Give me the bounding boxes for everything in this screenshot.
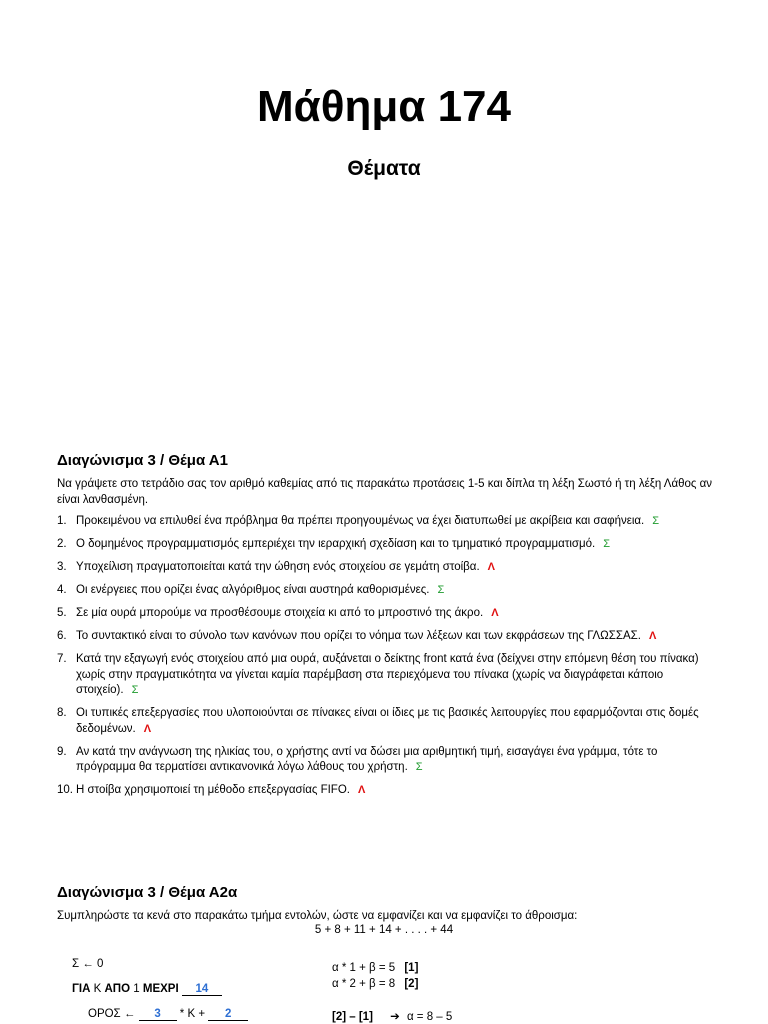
list-item-number: 8. bbox=[57, 707, 67, 719]
list-item-number: 1. bbox=[57, 515, 67, 527]
list-item bbox=[57, 514, 717, 530]
list-item-text bbox=[76, 652, 717, 699]
keyword-gia: ΓΙΑ bbox=[72, 983, 91, 995]
list-item-text bbox=[76, 560, 717, 576]
list-item bbox=[57, 783, 717, 799]
statement-text: Κατά την εξαγωγή ενός στοιχείου από μια ουρά, αυξάνεται ο δείκτης front κατά ένα (δείχνει στην επόμενη θέση του πίνακα) χωρίς στην πραγματικότητα να γίνεται καμία παρέμβαση στα περιεχόμενα του πίνακα (χωρίς να διαγράφεται κάποιο στοιχείο). bbox=[76, 653, 699, 696]
statement-text: Οι τυπικές επεξεργασίες που υλοποιούνται σε πίνακες είναι οι ίδιες με τις βασικές λειτουργίες που εφαρμόζονται στις δομές δεδομένων. bbox=[76, 707, 699, 735]
equation-3-right: α = 8 – 5 bbox=[406, 1011, 453, 1023]
statement-text: Το συντακτικό είναι το σύνολο των κανόνων που ορίζει το νόημα των λέξεων και των εκφράσεων της ΓΛΩΣΣΑΣ. bbox=[76, 630, 641, 642]
answer-wrong-mark: Λ bbox=[487, 561, 495, 573]
code-line-init: Σ ← 0 bbox=[72, 958, 104, 970]
blank-coefficient: 3 bbox=[139, 1008, 177, 1021]
statement-text: Αν κατά την ανάγνωση της ηλικίας του, ο χρήστης αντί να δώσει μια αριθμητική τιμή, εισαγάγει ένα γράμμα, τότε το πρόγραμμα θα τερματίσει αντικανονικά λόγω λάθους του χρήστη. bbox=[76, 745, 658, 773]
answer-correct-mark: Σ bbox=[131, 684, 139, 696]
list-item-number: 5. bbox=[57, 607, 67, 619]
section-a1-intro: Να γράψετε στο τετράδιο σας τον αριθμό καθεμίας από τις παρακάτω προτάσεις 1-5 και δίπλα τη λέξη Σωστό ή τη λέξη Λάθος αν είναι λανθασμένη. bbox=[57, 478, 713, 506]
answer-wrong-mark: Λ bbox=[143, 722, 152, 735]
list-item-number: 10. bbox=[57, 784, 73, 796]
code-line-term bbox=[88, 1008, 248, 1021]
list-item bbox=[57, 629, 717, 645]
answer-correct-mark: Σ bbox=[437, 584, 445, 596]
page-title: Μάθημα 174 bbox=[257, 82, 511, 131]
list-item bbox=[57, 537, 717, 553]
list-item-number: 4. bbox=[57, 584, 67, 596]
equation-3 bbox=[332, 1009, 452, 1023]
keyword-mexri: ΜΕΧΡΙ bbox=[142, 983, 179, 995]
statement-text: Σε μία ουρά μπορούμε να προσθέσουμε στοιχεία κι από το μπροστινό της άκρο. bbox=[76, 607, 484, 619]
list-item-number: 7. bbox=[57, 653, 67, 665]
answer-correct-mark: Σ bbox=[652, 515, 660, 527]
answer-wrong-mark: Λ bbox=[648, 630, 657, 642]
list-item-text bbox=[76, 629, 717, 645]
list-item-text bbox=[76, 514, 717, 530]
list-item bbox=[57, 583, 717, 599]
list-item-number: 6. bbox=[57, 630, 67, 642]
true-false-list bbox=[57, 514, 717, 806]
page-subtitle: Θέματα bbox=[347, 157, 421, 180]
statement-text: Οι ενέργειες που ορίζει ένας αλγόριθμος είναι αυστηρά καθορισμένες. bbox=[76, 584, 430, 596]
list-item-text bbox=[76, 606, 717, 622]
equation-2-expr: α * 2 + β = 8 bbox=[332, 978, 396, 990]
equation-2-tag: [2] bbox=[404, 978, 419, 990]
sum-expression: 5 + 8 + 11 + 14 + . . . . + 44 bbox=[314, 924, 454, 936]
list-item-number: 2. bbox=[57, 538, 67, 550]
list-item-text bbox=[76, 706, 717, 737]
term-assign: ΟΡΟΣ ← bbox=[88, 1008, 136, 1020]
list-item-number: 3. bbox=[57, 561, 67, 573]
equation-1 bbox=[332, 962, 418, 974]
section-a1-heading: Διαγώνισμα 3 / Θέμα Α1 bbox=[57, 452, 228, 469]
blank-constant: 2 bbox=[208, 1008, 248, 1021]
list-item-number: 9. bbox=[57, 745, 67, 758]
list-item-text bbox=[76, 783, 717, 799]
equation-2 bbox=[332, 978, 418, 990]
statement-text: Υποχείλιση πραγματοποιείται κατά την ώθηση ενός στοιχείου σε γεμάτη στοίβα. bbox=[76, 561, 480, 573]
answer-wrong-mark: Λ bbox=[357, 784, 366, 796]
list-item-text bbox=[76, 583, 717, 599]
code-line-for bbox=[72, 983, 222, 996]
loop-start: 1 bbox=[133, 983, 140, 995]
answer-wrong-mark: Λ bbox=[491, 607, 499, 619]
list-item bbox=[57, 706, 717, 737]
equation-1-expr: α * 1 + β = 5 bbox=[332, 962, 396, 974]
answer-correct-mark: Σ bbox=[415, 761, 423, 773]
answer-correct-mark: Σ bbox=[603, 538, 611, 550]
list-item bbox=[57, 745, 717, 776]
equation-3-left: [2] – [1] bbox=[332, 1011, 373, 1023]
statement-text: Ο δομημένος προγραμματισμός εμπεριέχει την ιεραρχική σχεδίαση και το τμηματικό προγραμματισμό. bbox=[76, 538, 596, 550]
loop-variable: Κ bbox=[93, 983, 102, 995]
list-item bbox=[57, 606, 717, 622]
equation-1-tag: [1] bbox=[404, 962, 419, 974]
blank-loop-end: 14 bbox=[182, 983, 222, 996]
statement-text: Προκειμένου να επιλυθεί ένα πρόβλημα θα πρέπει προηγουμένως να έχει διατυπωθεί με ακρίβεια και σαφήνεια. bbox=[76, 515, 645, 527]
term-multiply: * Κ + bbox=[179, 1008, 206, 1020]
list-item bbox=[57, 560, 717, 576]
section-a2-heading: Διαγώνισμα 3 / Θέμα Α2α bbox=[57, 884, 238, 901]
arrow-icon: ➔ bbox=[390, 1011, 400, 1023]
section-a2-intro: Συμπληρώστε τα κενά στο παρακάτω τμήμα εντολών, ώστε να εμφανίζει και να εμφανίζει το άθροισμα: bbox=[57, 910, 578, 922]
keyword-apo: ΑΠΟ bbox=[104, 983, 131, 995]
list-item-text bbox=[76, 537, 717, 553]
list-item-text bbox=[76, 745, 717, 776]
list-item bbox=[57, 652, 717, 699]
statement-text: Η στοίβα χρησιμοποιεί τη μέθοδο επεξεργασίας FIFO. bbox=[76, 784, 350, 796]
